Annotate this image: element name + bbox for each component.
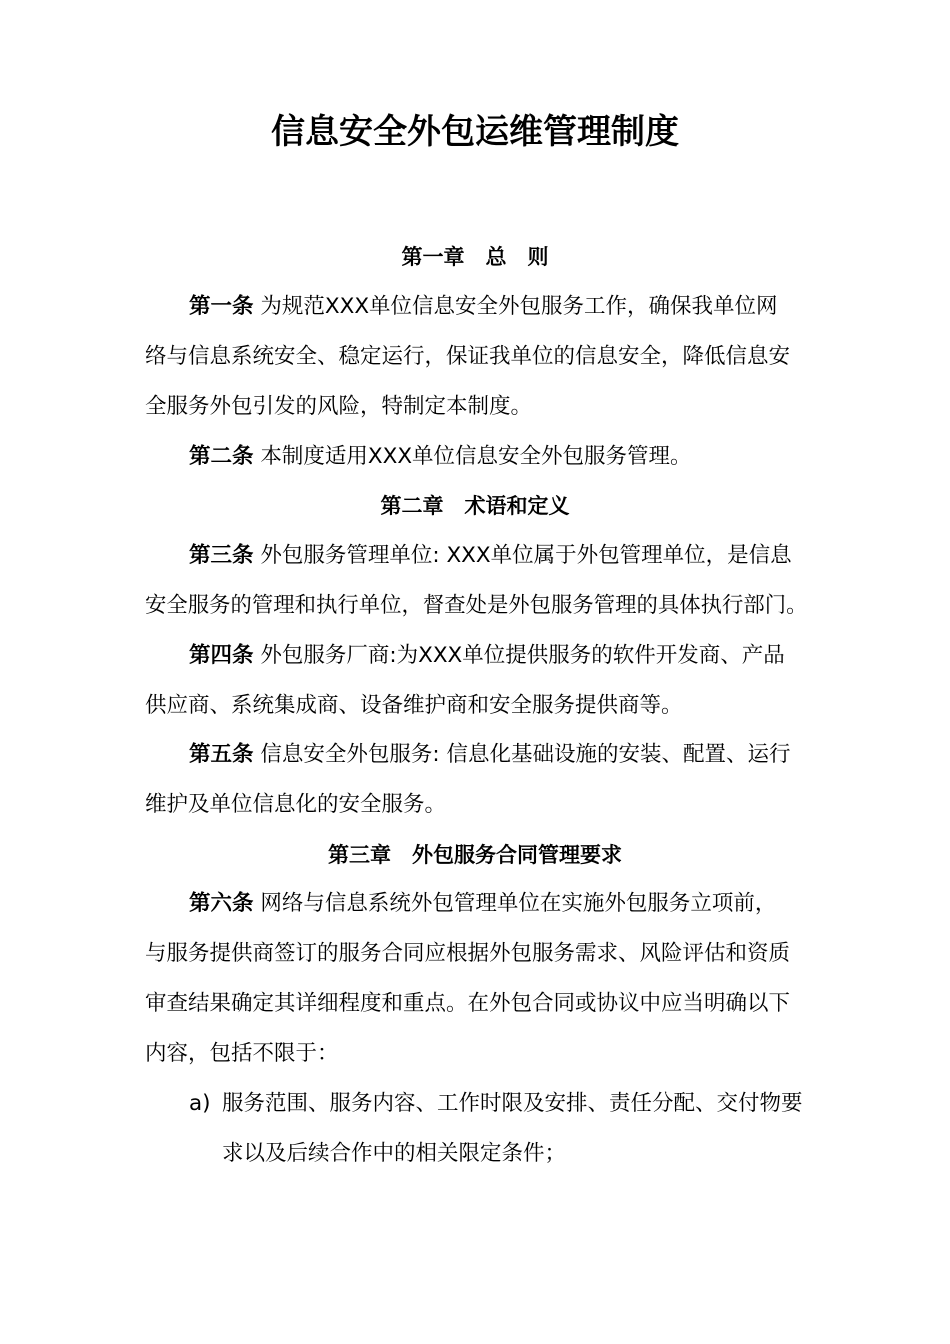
article-text: 信息安全外包服务: 信息化基础设施的安装、配置、运行: [260, 742, 791, 767]
article-text: 本制度适用XXX单位信息安全外包服务管理。: [260, 444, 692, 469]
article-1-line-2: 络与信息系统安全、稳定运行，保证我单位的信息安全，降低信息安: [145, 344, 791, 369]
article-text: 外包服务管理单位: XXX单位属于外包管理单位，是信息: [260, 543, 792, 568]
article-2-line-1: [189, 442, 692, 472]
article-6-line-3: 审查结果确定其详细程度和重点。在外包合同或协议中应当明确以下: [145, 991, 791, 1016]
article-5-line-1: [189, 740, 790, 770]
chapter-heading-1: 第一章 总 则: [401, 245, 549, 269]
article-heading: 第四条: [189, 643, 254, 668]
article-6-line-2: 与服务提供商签订的服务合同应根据外包服务需求、风险评估和资质: [145, 941, 791, 966]
article-6-line-1: [189, 889, 776, 919]
article-3-line-2: 安全服务的管理和执行单位，督查处是外包服务管理的具体执行部门。: [145, 593, 808, 618]
article-text: 网络与信息系统外包管理单位在实施外包服务立项前，: [260, 891, 777, 916]
article-heading: 第三条: [189, 543, 254, 568]
article-1-line-1: [189, 292, 778, 322]
article-6-line-4: 内容，包括不限于：: [145, 1041, 339, 1066]
article-heading: 第五条: [189, 742, 254, 767]
list-item-marker: a): [189, 1091, 211, 1116]
article-heading: 第六条: [189, 891, 254, 916]
list-item-line-1: 服务范围、服务内容、工作时限及安排、责任分配、交付物要: [222, 1091, 803, 1116]
article-3-line-1: [189, 541, 792, 571]
article-text: 为规范XXX单位信息安全外包服务工作，确保我单位网: [260, 294, 778, 319]
chapter-heading-3: 第三章 外包服务合同管理要求: [328, 843, 622, 867]
chapter-heading-2: 第二章 术语和定义: [380, 494, 570, 518]
document-title: 信息安全外包运维管理制度: [271, 112, 679, 152]
article-5-line-2: 维护及单位信息化的安全服务。: [145, 792, 447, 817]
article-4-line-2: 供应商、系统集成商、设备维护商和安全服务提供商等。: [145, 693, 683, 718]
article-text: 外包服务厂商:为XXX单位提供服务的软件开发商、产品: [260, 643, 785, 668]
article-1-line-3: 全服务外包引发的风险，特制定本制度。: [145, 394, 533, 419]
article-heading: 第一条: [189, 294, 254, 319]
list-item-line-2: 求以及后续合作中的相关限定条件；: [222, 1141, 567, 1166]
article-4-line-1: [189, 641, 785, 671]
article-heading: 第二条: [189, 444, 254, 469]
